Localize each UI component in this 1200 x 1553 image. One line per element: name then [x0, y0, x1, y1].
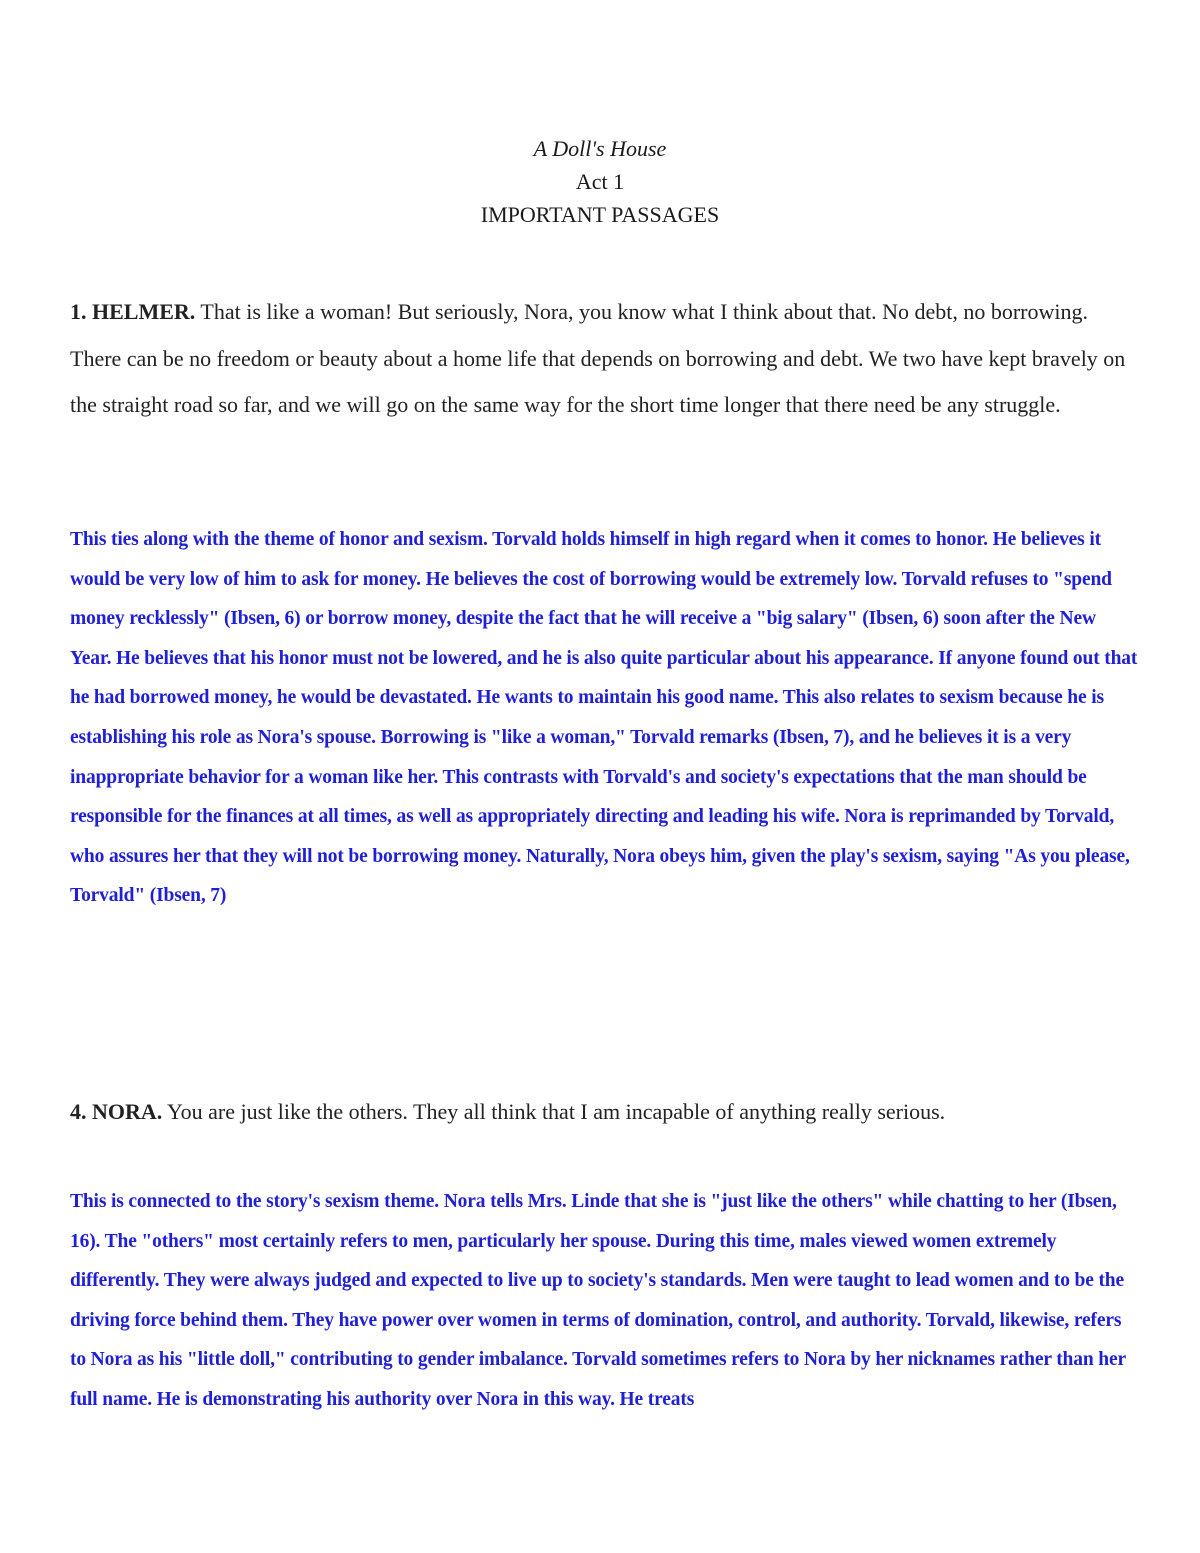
passage-text: You are just like the others. They all think that I am incapable of anything really serious.: [166, 1099, 946, 1124]
passage-number: 4.: [70, 1099, 87, 1124]
act-label: Act 1: [575, 169, 625, 194]
passage-speaker: HELMER.: [92, 299, 196, 324]
passage-speaker: NORA.: [92, 1099, 163, 1124]
document-title: A Doll's House: [533, 136, 667, 161]
passage-analysis: This ties along with the theme of honor and sexism. Torvald holds himself in high regard when it comes to honor. He believes it would be very low of him to ask for money. He believes the cost of borrowing would be extremely low. Torvald refuses to "spend money recklessly" (Ibsen, 6) or borrow money, despite the fact that he will receive a "big salary" (Ibsen, 6) soon after the New Year. He believes that his honor must not be lowered, and he is also quite particular about his appearance. If anyone found out that he had borrowed money, he would be devastated. He wants to maintain his good name. This also relates to sexism because he is establishing his role as Nora's spouse. Borrowing is "like a woman," Torvald remarks (Ibsen, 7), and he believes it is a very inappropriate behavior for a woman like her. This contrasts with Torvald's and society's expectations that the man should be responsible for the finances at all times, as well as appropriately directing and leading his wife. Nora is reprimanded by Torvald, who assures her that they will not be borrowing money. Naturally, Nora obeys him, given the play's sexism, saying "As you please, Torvald" (Ibsen, 7): [70, 529, 1138, 907]
passage-quote: [70, 1089, 1140, 1136]
passage-number: 1.: [70, 299, 87, 324]
document-header: [0, 132, 1200, 231]
section-heading: IMPORTANT PASSAGES: [480, 202, 720, 227]
passage-analysis: This is connected to the story's sexism theme. Nora tells Mrs. Linde that she is "just like the others" while chatting to her (Ibsen, 16). The "others" most certainly refers to men, particularly her spouse. During this time, males viewed women extremely differently. They were always judged and expected to live up to society's standards. Men were taught to lead women and to be the driving force behind them. They have power over women in terms of domination, control, and authority. Torvald, likewise, refers to Nora as his "little doll," contributing to gender imbalance. Torvald sometimes refers to Nora by her nicknames rather than her full name. He is demonstrating his authority over Nora in this way. He treats: [70, 1191, 1126, 1410]
passage-text: That is like a woman! But seriously, Nora, you know what I think about that. No debt, no borrowing. There can be no freedom or beauty about a home life that depends on borrowing and debt. We two have kept bravely on the straight road so far, and we will go on the same way for the short time longer that there need be any struggle.: [70, 299, 1126, 417]
passage-quote: [70, 289, 1140, 429]
